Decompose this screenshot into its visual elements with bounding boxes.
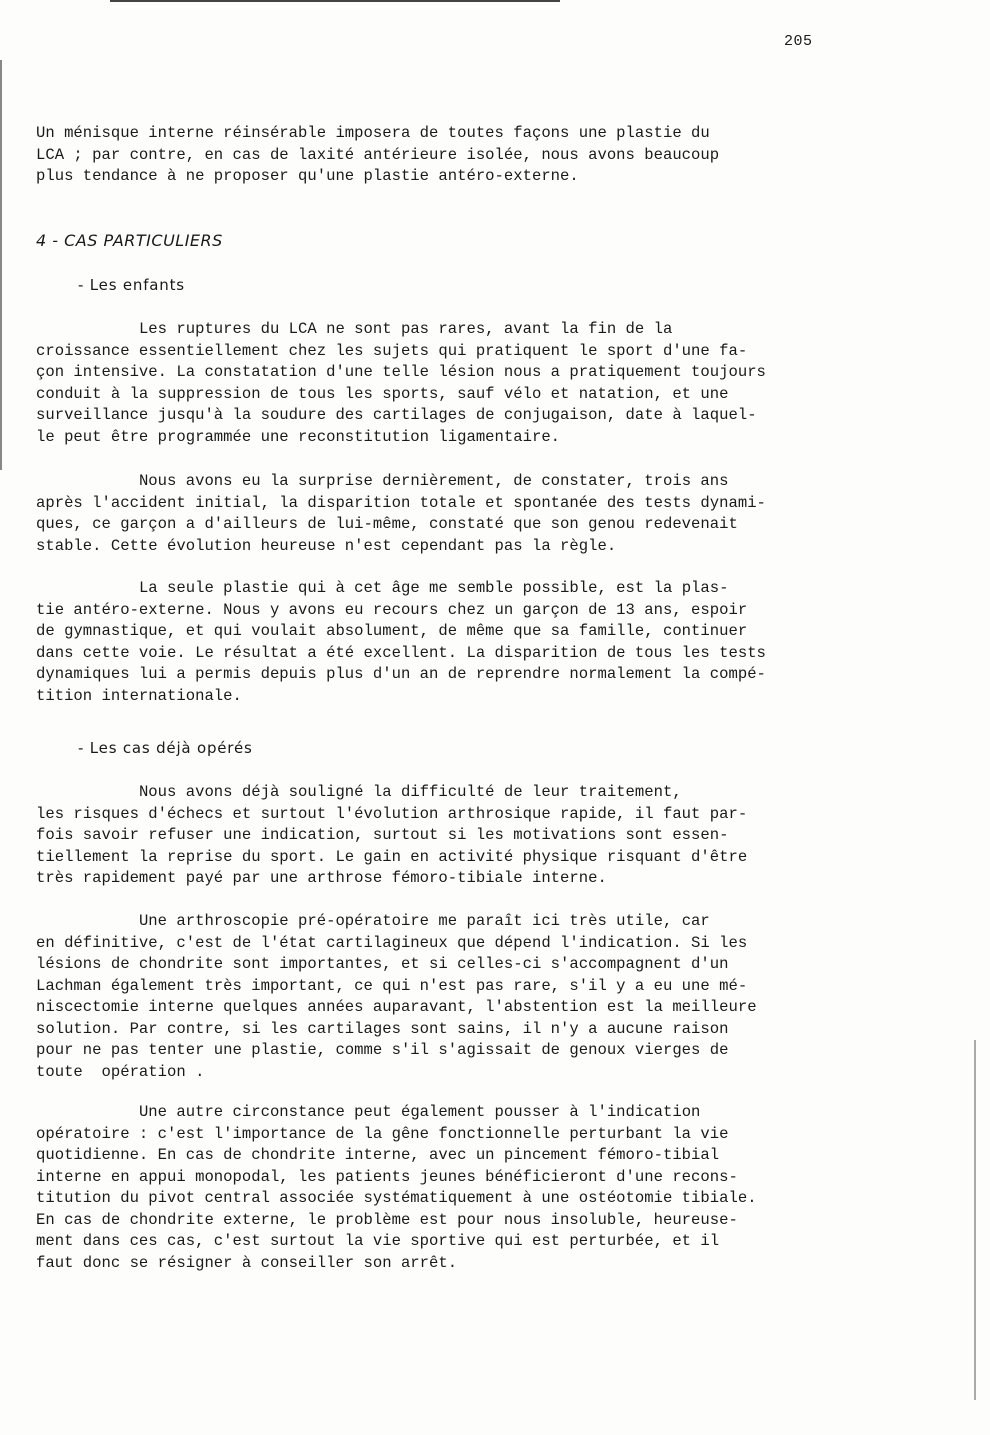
scan-edge-left [0,60,2,470]
paragraph-enfants-2: Nous avons eu la surprise dernièrement, de constater, trois ans après l'accident initial, la disparition totale et spontanée des tests dynami- ques, ce garçon a d'ailleurs de lui-même, constaté que son genou redevenait stable. Cette évolution heureuse n'est cependant pas la règle. [36,472,766,555]
paragraph-operes-1: Nous avons déjà souligné la difficulté de leur traitement, les risques d'échecs et surtout l'évolution arthrosique rapide, il faut par- fois savoir refuser une indication, surtout si les motivations sont essen- tiellement la reprise du sport. Le gain en activité physique risquant d'être très rapidement payé par une arthrose fémoro-tibiale interne. [36,783,748,887]
intro-paragraph: Un ménisque interne réinsérable imposera de toutes façons une plastie du LCA ; par contre, en cas de laxité antérieure isolée, nous avons beaucoup plus tendance à ne proposer qu'une plastie antéro-externe. [36,124,720,185]
page-number: 205 [784,33,813,50]
scan-edge-right [974,1040,976,1400]
subheading-enfants: - Les enfants [78,276,185,294]
paragraph-enfants-3: La seule plastie qui à cet âge me semble possible, est la plas- tie antéro-externe. Nous y avons eu recours chez un garçon de 13 ans, espoir de gymnastique, et qui voulait absolument, de même que sa famille, continuer dans cette voie. Le résultat a été excellent. La disparition de tous les tests dynamiques lui a permis depuis plus d'un an de reprendre normalement la compé- tition internationale. [36,579,766,705]
paragraph-enfants-1: Les ruptures du LCA ne sont pas rares, avant la fin de la croissance essentiellement chez les sujets qui pratiquent le sport d'une fa- çon intensive. La constatation d'une telle lésion nous a pratiquement toujours conduit à la suppression de tous les sports, sauf vélo et natation, et une surveillance jusqu'à la soudure des cartilages de conjugaison, date à laquel- le peut être programmée une reconstitution ligamentaire. [36,320,766,446]
section-heading: 4 - CAS PARTICULIERS [36,231,223,250]
top-rule [110,0,560,2]
subheading-deja-operes: - Les cas déjà opérés [78,739,253,757]
paragraph-operes-3: Une autre circonstance peut également pousser à l'indication opératoire : c'est l'importance de la gêne fonctionnelle perturbant la vie quotidienne. En cas de chondrite interne, avec un pincement fémoro-tibial interne en appui monopodal, les patients jeunes bénéficieront d'une recons- titution du pivot central associée systématiquement à une ostéotomie tibiale. En cas de chondrite externe, le problème est pour nous insoluble, heureuse- ment dans ces cas, c'est surtout la vie sportive qui est perturbée, et il faut donc se résigner à conseiller son arrêt. [36,1103,757,1272]
paragraph-operes-2: Une arthroscopie pré-opératoire me paraît ici très utile, car en définitive, c'est de l'état cartilagineux que dépend l'indication. Si les lésions de chondrite sont importantes, et si celles-ci s'accompagnent d'un Lachman également très important, ce qui n'est pas rare, s'il y a eu une mé- niscectomie interne quelques années auparavant, l'abstention est la meilleure solution. Par contre, si les cartilages sont sains, il n'y a aucune raison pour ne pas tenter une plastie, comme s'il s'agissait de genoux vierges de toute opération . [36,912,757,1081]
